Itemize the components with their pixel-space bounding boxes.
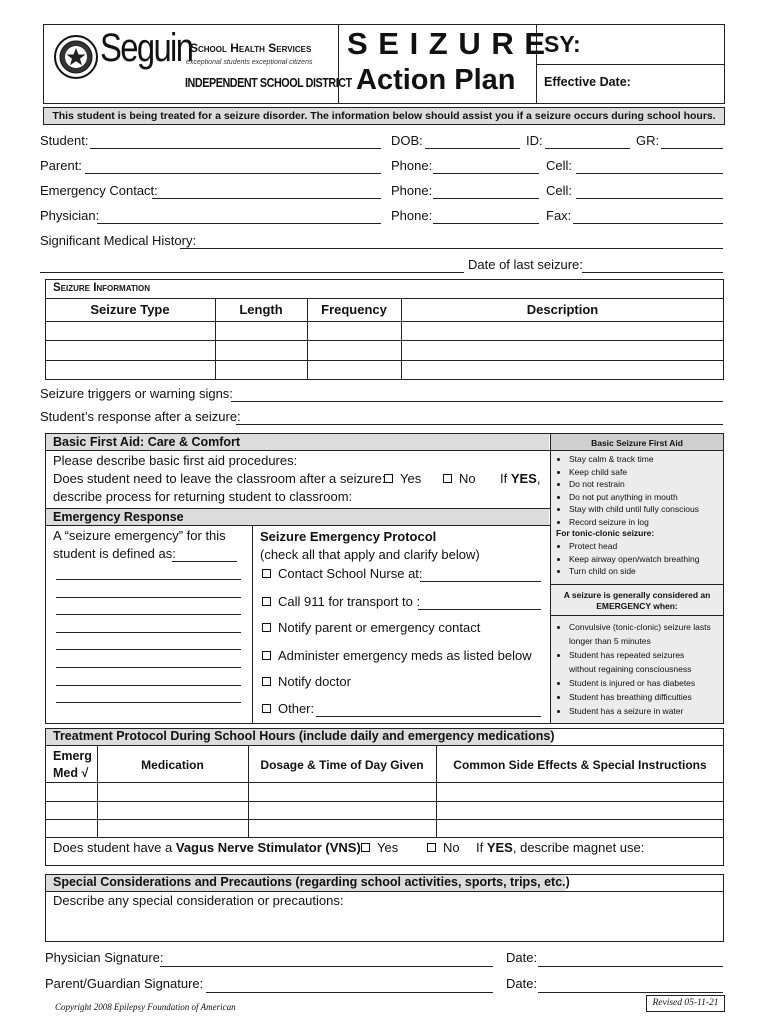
col-description: Description bbox=[526, 302, 599, 317]
yes-checkbox[interactable] bbox=[361, 843, 370, 852]
col-medication: Medication bbox=[141, 758, 204, 772]
physician-field[interactable] bbox=[97, 223, 381, 224]
revised-text: Revised 05-11-21 bbox=[652, 998, 719, 1008]
checkbox[interactable] bbox=[262, 651, 271, 660]
list-item: • Protect head bbox=[569, 540, 699, 553]
option-label: Call 911 for transport to : bbox=[278, 594, 421, 609]
protocol-subtitle: (check all that apply and clarify below) bbox=[260, 547, 480, 562]
special-instruction: Describe any special consideration or precautions: bbox=[53, 893, 344, 908]
school-year-label: SY: bbox=[544, 31, 581, 57]
logo-wordmark: Seguin bbox=[100, 26, 193, 70]
physician-signature-label: Physician Signature: bbox=[45, 950, 164, 965]
list-item: • Student has breathing difficulties bbox=[569, 690, 711, 704]
emergency-definition-line[interactable] bbox=[56, 579, 241, 580]
emergency-definition-line[interactable] bbox=[56, 649, 241, 650]
parent-cell-label: Cell: bbox=[546, 158, 573, 173]
list-item: • Student has a seizure in water bbox=[569, 704, 711, 718]
no-checkbox[interactable] bbox=[427, 843, 436, 852]
yes-emphasis: YES bbox=[510, 471, 537, 486]
seizure-info-title: Seizure Information bbox=[53, 282, 151, 294]
vns-if-yes bbox=[476, 840, 644, 855]
option-other[interactable] bbox=[262, 701, 314, 716]
vns-name: Vagus Nerve Stimulator (VNS) bbox=[175, 840, 361, 855]
fax-field[interactable] bbox=[573, 223, 723, 224]
col-side-effects: Common Side Effects & Special Instructions bbox=[453, 758, 707, 772]
physician-phone-field[interactable] bbox=[433, 223, 539, 224]
page-subtitle: Action Plan bbox=[356, 64, 516, 96]
logo-district: INDEPENDENT SCHOOL DISTRICT bbox=[185, 76, 352, 90]
sidebar-title: Basic Seizure First Aid bbox=[591, 438, 683, 448]
list-item-text: longer than 5 minutes bbox=[569, 636, 651, 646]
dob-label: DOB: bbox=[391, 133, 423, 148]
parent-date-label: Date: bbox=[506, 976, 538, 991]
district-seal-icon bbox=[54, 35, 98, 79]
medical-history-field[interactable] bbox=[180, 248, 723, 249]
col-dosage: Dosage & Time of Day Given bbox=[260, 758, 424, 772]
col-emerg-2: Med √ bbox=[53, 766, 89, 780]
other-field[interactable] bbox=[316, 716, 541, 717]
medical-history-label: Significant Medical History: bbox=[40, 233, 197, 248]
last-seizure-field[interactable] bbox=[582, 272, 723, 273]
checkbox[interactable] bbox=[262, 569, 271, 578]
option-label: Administer emergency meds as listed below bbox=[278, 648, 532, 663]
protocol-title: Seizure Emergency Protocol bbox=[260, 529, 437, 544]
physician-phone-label: Phone: bbox=[391, 208, 433, 223]
emergency-phone-label: Phone: bbox=[391, 183, 433, 198]
option-notify-doctor[interactable] bbox=[262, 674, 351, 689]
copyright: Copyright 2008 Epilepsy Foundation of American bbox=[55, 1002, 236, 1012]
physician-label: Physician: bbox=[40, 208, 100, 223]
vns-no[interactable] bbox=[427, 840, 460, 855]
first-aid-title: Basic First Aid: Care & Comfort bbox=[53, 435, 241, 449]
leave-classroom-if-yes: If YES, bbox=[500, 471, 541, 486]
response-label: Student’s response after a seizure: bbox=[40, 409, 241, 424]
parent-cell-field[interactable] bbox=[576, 173, 723, 174]
list-item: • Record seizure in log bbox=[569, 516, 699, 529]
vns-question-text: Does student have a bbox=[53, 840, 176, 855]
effective-date-label: Effective Date: bbox=[544, 75, 631, 89]
emergency-definition-line[interactable] bbox=[56, 597, 241, 598]
vns-question bbox=[53, 840, 361, 855]
parent-label: Parent: bbox=[40, 158, 82, 173]
emergency-contact-label: Emergency Contact: bbox=[40, 183, 158, 198]
leave-classroom-no[interactable] bbox=[443, 471, 476, 486]
list-item: • Keep child safe bbox=[569, 466, 699, 479]
student-field[interactable] bbox=[90, 148, 381, 149]
emergency-response-title: Emergency Response bbox=[53, 510, 184, 524]
option-label: Notify parent or emergency contact bbox=[278, 620, 481, 635]
list-item-text: Student has repeated seizures bbox=[569, 650, 685, 660]
intro-text: This student is being treated for a seizure disorder. The information below should assist you if a seizure occurs during school hours. bbox=[52, 110, 716, 122]
yes-label: Yes bbox=[377, 840, 399, 855]
list-item bbox=[569, 620, 711, 648]
parent-signature-field[interactable] bbox=[206, 992, 493, 993]
list-item-text: without regaining consciousness bbox=[569, 664, 692, 674]
tonic-clonic-list bbox=[556, 540, 699, 578]
emergency-definition-2: student is defined as: bbox=[53, 546, 176, 561]
yes-emphasis: YES bbox=[486, 840, 513, 855]
physician-date-label: Date: bbox=[506, 950, 538, 965]
tonic-clonic-title: For tonic-clonic seizure: bbox=[556, 528, 655, 538]
parent-date-field[interactable] bbox=[538, 992, 723, 993]
no-label: No bbox=[459, 471, 476, 486]
yes-checkbox[interactable] bbox=[384, 474, 393, 483]
revised-badge bbox=[646, 995, 725, 1012]
parent-field[interactable] bbox=[85, 173, 381, 174]
emergency-when-title-2: EMERGENCY when: bbox=[596, 601, 678, 611]
col-length: Length bbox=[239, 302, 283, 317]
list-item: • Stay calm & track time bbox=[569, 453, 699, 466]
list-item: • Do not restrain bbox=[569, 478, 699, 491]
triggers-field[interactable] bbox=[231, 401, 723, 402]
option-label: Notify doctor bbox=[278, 674, 351, 689]
emergency-definition-line[interactable] bbox=[56, 667, 241, 668]
col-frequency: Frequency bbox=[321, 302, 387, 317]
parent-signature-label: Parent/Guardian Signature: bbox=[45, 976, 204, 991]
list-item-text: Convulsive (tonic-clonic) seizure lasts bbox=[569, 622, 711, 632]
checkbox[interactable] bbox=[262, 704, 271, 713]
leave-classroom-question: Does student need to leave the classroom after a seizure: bbox=[53, 471, 386, 486]
checkbox[interactable] bbox=[262, 597, 271, 606]
emergency-when-title-1: A seizure is generally considered an bbox=[563, 590, 711, 600]
sidebar-first-aid-list bbox=[556, 453, 699, 528]
treatment-title: Treatment Protocol During School Hours (include daily and emergency medications) bbox=[53, 729, 555, 743]
if-label: If bbox=[476, 840, 487, 855]
triggers-label: Seizure triggers or warning signs: bbox=[40, 386, 233, 401]
last-seizure-label: Date of last seizure: bbox=[468, 257, 583, 272]
grade-field[interactable] bbox=[661, 148, 723, 149]
emergency-cell-label: Cell: bbox=[546, 183, 573, 198]
vns-describe-text: , describe magnet use: bbox=[512, 840, 645, 855]
logo-tagline: exceptional students exceptional citizens bbox=[186, 59, 313, 66]
nurse-field[interactable] bbox=[420, 581, 541, 582]
medical-history-field-2[interactable] bbox=[40, 272, 464, 273]
intro-banner bbox=[43, 107, 725, 125]
emergency-definition-line[interactable] bbox=[56, 614, 241, 615]
emergency-cell-field[interactable] bbox=[576, 198, 723, 199]
student-label: Student: bbox=[40, 133, 89, 148]
list-item: • Stay with child until fully conscious bbox=[569, 503, 699, 516]
option-label: Contact School Nurse at: bbox=[278, 566, 423, 581]
first-aid-instruction: Please describe basic first aid procedures: bbox=[53, 453, 298, 468]
return-process-label: describe process for returning student to classroom: bbox=[53, 489, 353, 504]
id-label: ID: bbox=[526, 133, 543, 148]
emergency-definition-line[interactable] bbox=[56, 632, 241, 633]
page-title: S E I Z U R E bbox=[347, 26, 547, 61]
leave-classroom-yes[interactable] bbox=[384, 471, 421, 486]
col-emerg-1: Emerg bbox=[53, 749, 92, 763]
emergency-definition-line[interactable] bbox=[56, 702, 241, 703]
transport-field[interactable] bbox=[418, 609, 541, 610]
list-item: • Keep airway open/watch breathing bbox=[569, 553, 699, 566]
list-item: • Do not put anything in mouth bbox=[569, 491, 699, 504]
option-administer-meds[interactable] bbox=[262, 648, 532, 663]
no-checkbox[interactable] bbox=[443, 474, 452, 483]
special-title: Special Considerations and Precautions (regarding school activities, sports, trips, etc.) bbox=[53, 875, 570, 889]
checkbox[interactable] bbox=[262, 677, 271, 686]
emergency-contact-field[interactable] bbox=[152, 198, 381, 199]
checkbox[interactable] bbox=[262, 623, 271, 632]
option-notify-parent[interactable] bbox=[262, 620, 480, 635]
emergency-definition-line[interactable] bbox=[56, 685, 241, 686]
if-label: If bbox=[500, 471, 511, 486]
response-field[interactable] bbox=[236, 424, 723, 425]
list-item bbox=[569, 648, 711, 676]
list-item: • Student is injured or has diabetes bbox=[569, 676, 711, 690]
option-call-911[interactable] bbox=[262, 594, 420, 609]
option-contact-nurse[interactable] bbox=[262, 566, 423, 581]
seizure-info-table bbox=[45, 279, 724, 380]
emergency-phone-field[interactable] bbox=[433, 198, 539, 199]
yes-label: Yes bbox=[400, 471, 422, 486]
parent-phone-label: Phone: bbox=[391, 158, 433, 173]
col-seizure-type: Seizure Type bbox=[90, 302, 170, 317]
option-label: Other: bbox=[278, 701, 315, 716]
fax-label: Fax: bbox=[546, 208, 572, 223]
no-label: No bbox=[443, 840, 460, 855]
physician-signature-field[interactable] bbox=[160, 966, 493, 967]
emergency-definition-field[interactable] bbox=[172, 561, 237, 562]
parent-phone-field[interactable] bbox=[433, 173, 539, 174]
department-name: School Health Services bbox=[190, 41, 312, 55]
dob-field[interactable] bbox=[425, 148, 520, 149]
grade-label: GR: bbox=[636, 133, 660, 148]
list-item: • Turn child on side bbox=[569, 565, 699, 578]
id-field[interactable] bbox=[545, 148, 630, 149]
emergency-when-list bbox=[556, 620, 711, 718]
emergency-definition-1: A “seizure emergency” for this bbox=[53, 528, 226, 543]
vns-yes[interactable] bbox=[361, 840, 398, 855]
physician-date-field[interactable] bbox=[538, 966, 723, 967]
